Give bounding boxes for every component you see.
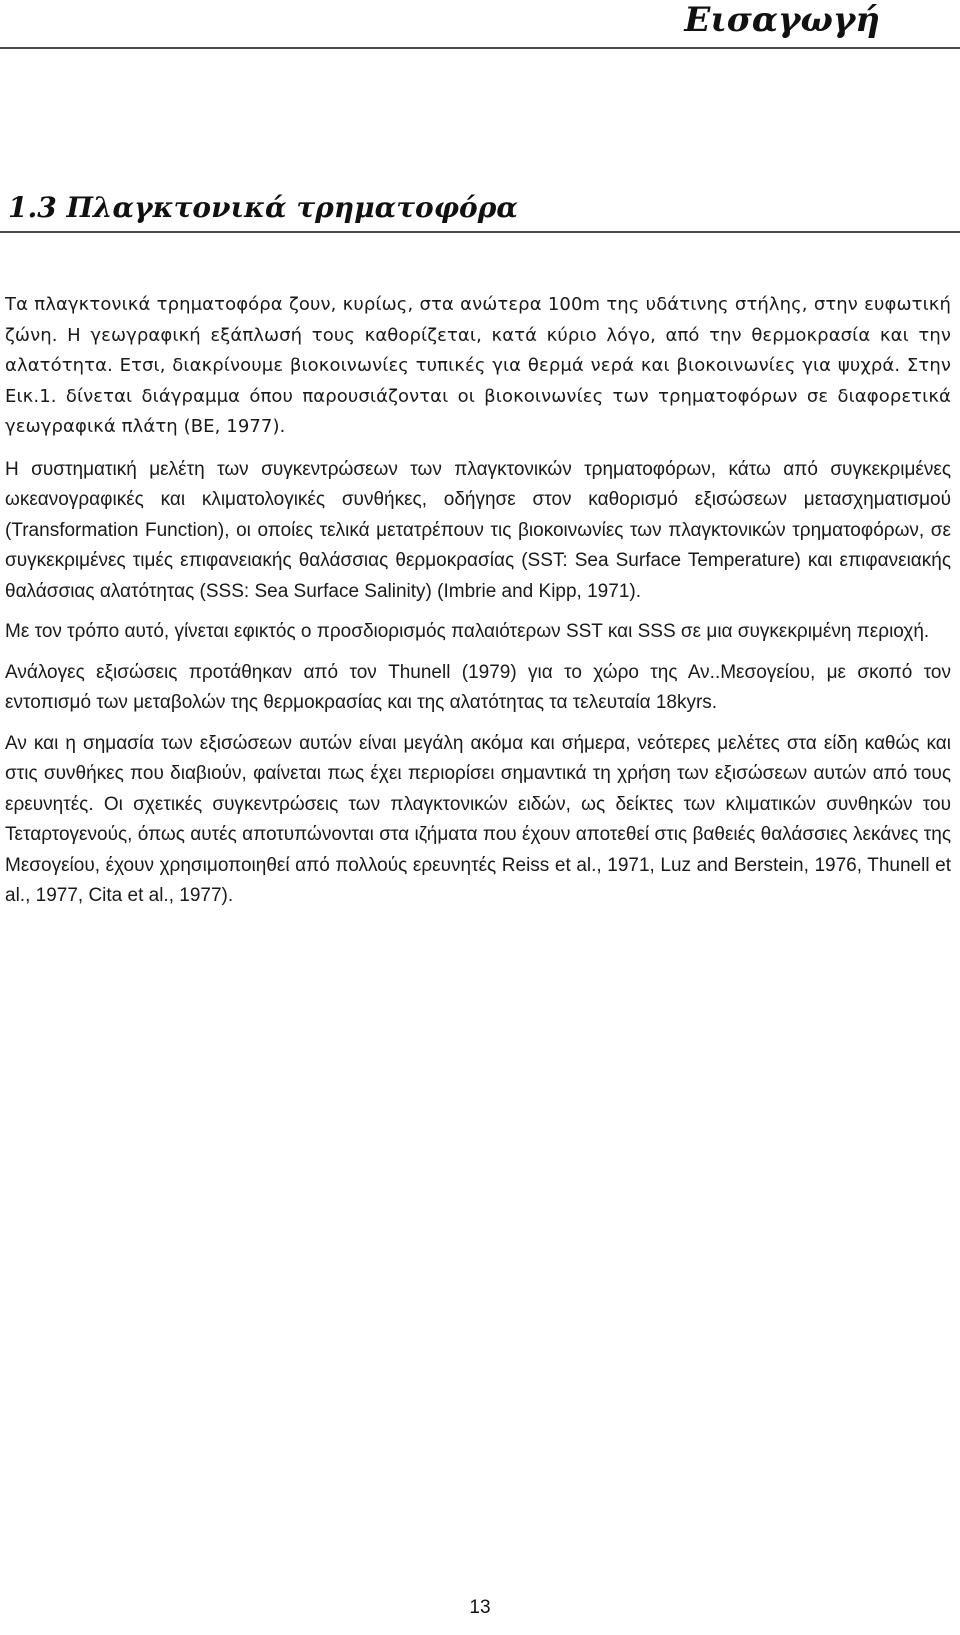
running-header-title: Εισαγωγή [684, 0, 880, 40]
paragraph-2: Η συστηματική μελέτη των συγκεντρώσεων των πλαγκτονικών τρηματοφόρων, κάτω από συγκεκριμένες ωκεανογραφικές και κλιματολογικές συνθήκες, οδήγησε στον καθορισμό εξισώσεων μετασχηματισμού (Transformation Function), οι οποίες τελικά μετατρέπουν τις βιοκοινωνίες των πλαγκτονικών τρηματοφόρων, σε συγκεκριμένες τιμές επιφανειακής θαλάσσιας θερμοκρασίας (SST: Sea Surface Temperature) και επιφανειακής θαλάσσιας αλατότητας (SSS: Sea Surface Salinity) (Imbrie and Kipp, 1971). [5, 458, 951, 602]
paragraph-1: Τα πλαγκτονικά τρηματοφόρα ζουν, κυρίως, στα ανώτερα 100m της υδάτινης στήλης, στην ευφωτική ζώνη. Η γεωγραφική εξάπλωσή τους καθορίζεται, κατά κύριο λόγο, από την θερμοκρασία και την αλατότητα. Ετσι, διακρίνουμε βιοκοινωνίες τυπικές για θερμά νερά και βιοκοινωνίες για ψυχρά. Στην Εικ.1. δίνεται διάγραμμα όπου παρουσιάζονται οι βιοκοινωνίες των τρηματοφόρων σε διαφορετικά γεωγραφικά πλάτη (ΒΕ, 1977). [5, 294, 951, 437]
section-divider [0, 231, 960, 233]
header-divider [0, 47, 960, 49]
paragraph-5: Αν και η σημασία των εξισώσεων αυτών είναι μεγάλη ακόμα και σήμερα, νεότερες μελέτες στα είδη καθώς και στις συνθήκες που διαβιούν, φαίνεται πως έχει περιορίσει σημαντικά τη χρήση των εξισώσεων αυτών από τους ερευνητές. Οι σχετικές συγκεντρώσεις των πλαγκτονικών ειδών, ως δείκτες των κλιματικών συνθηκών του Τεταρτογενούς, όπως αυτές αποτυπώνονται στα ιζήματα που έχουν αποτεθεί στις βαθειές θαλάσσιες λεκάνες της Μεσογείου, έχουν χρησιμοποιηθεί από πολλούς ερευνητές Reiss et al., 1971, Luz and Berstein, 1976, Thunell et al., 1977, Cita et al., 1977). [5, 732, 951, 906]
paragraph-3: Με τον τρόπο αυτό, γίνεται εφικτός ο προσδιορισμός παλαιότερων SST και SSS σε μια συγκεκριμένη περιοχή. [5, 621, 930, 642]
section-heading: 1.3 Πλαγκτονικά τρηματοφόρα [8, 191, 518, 224]
paragraph-4: Ανάλογες εξισώσεις προτάθηκαν από τον Thunell (1979) για το χώρο της Αν..Μεσογείου, με σκοπό τον εντοπισμό των μεταβολών της θερμοκρασίας και της αλατότητας τα τελευταία 18kyrs. [5, 661, 951, 713]
body-text [5, 290, 951, 912]
page-number: 13 [469, 1597, 491, 1618]
